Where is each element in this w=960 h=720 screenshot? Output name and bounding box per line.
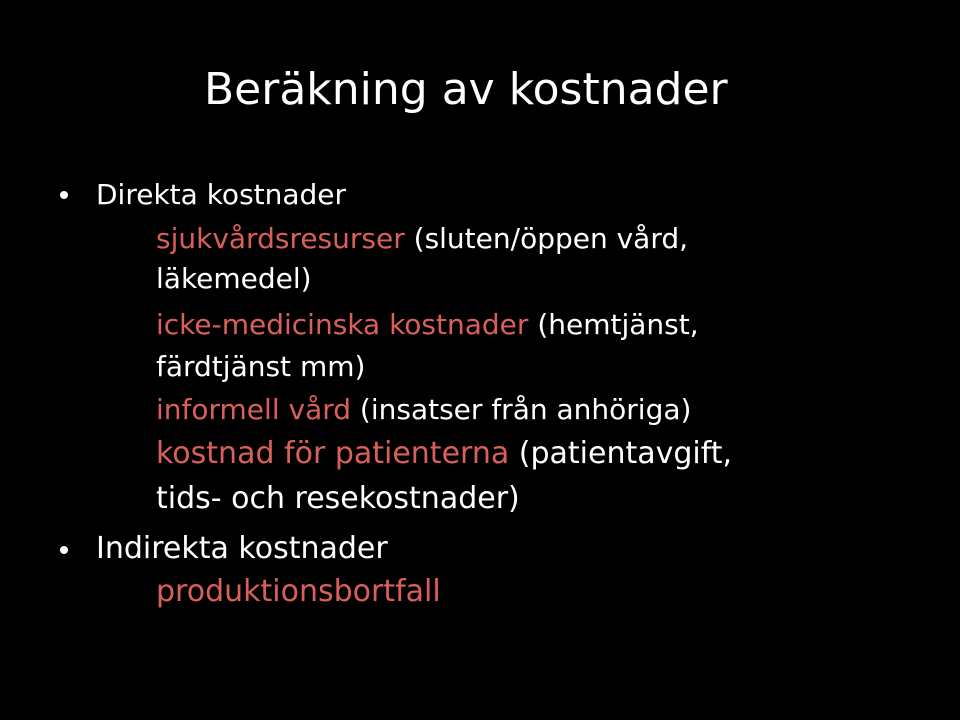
bullet-dot-icon <box>60 546 68 554</box>
sub-item-healthcare-resources <box>156 221 688 257</box>
sub-item-continuation: färdtjänst mm) <box>156 350 366 383</box>
bullet-indirect-costs <box>0 530 960 570</box>
sub-item-patient-costs <box>156 434 732 474</box>
sub-item-continuation: tids- och resekostnader) <box>156 481 520 516</box>
sub-item-detail: (insatser från anhöriga) <box>359 393 692 426</box>
sub-item-healthcare-resources-continuation <box>156 261 312 297</box>
sub-item-informal-care <box>156 392 691 428</box>
sub-item-detail: (sluten/öppen vård, <box>413 222 689 255</box>
sub-item-patient-costs-continuation <box>156 479 520 519</box>
sub-item-highlight: icke-medicinska kostnader <box>156 308 529 341</box>
slide-title: Beräkning av kostnader <box>204 64 728 115</box>
sub-item-detail: (patientavgift, <box>518 436 733 471</box>
bullet-label: Direkta kostnader <box>96 178 347 211</box>
bullet-label: Indirekta kostnader <box>96 531 388 566</box>
sub-item-production-loss <box>156 572 441 612</box>
bullet-direct-costs <box>0 176 960 216</box>
sub-item-detail: (hemtjänst, <box>537 308 699 341</box>
sub-item-continuation: läkemedel) <box>156 262 312 295</box>
sub-item-highlight: informell vård <box>156 393 352 426</box>
sub-item-highlight: sjukvårdsresurser <box>156 222 405 255</box>
sub-item-non-medical-costs <box>156 307 699 343</box>
sub-item-highlight: kostnad för patienterna <box>156 436 510 471</box>
sub-item-highlight: produktionsbortfall <box>156 574 441 609</box>
sub-item-non-medical-costs-continuation <box>156 349 365 385</box>
bullet-dot-icon <box>60 191 68 199</box>
